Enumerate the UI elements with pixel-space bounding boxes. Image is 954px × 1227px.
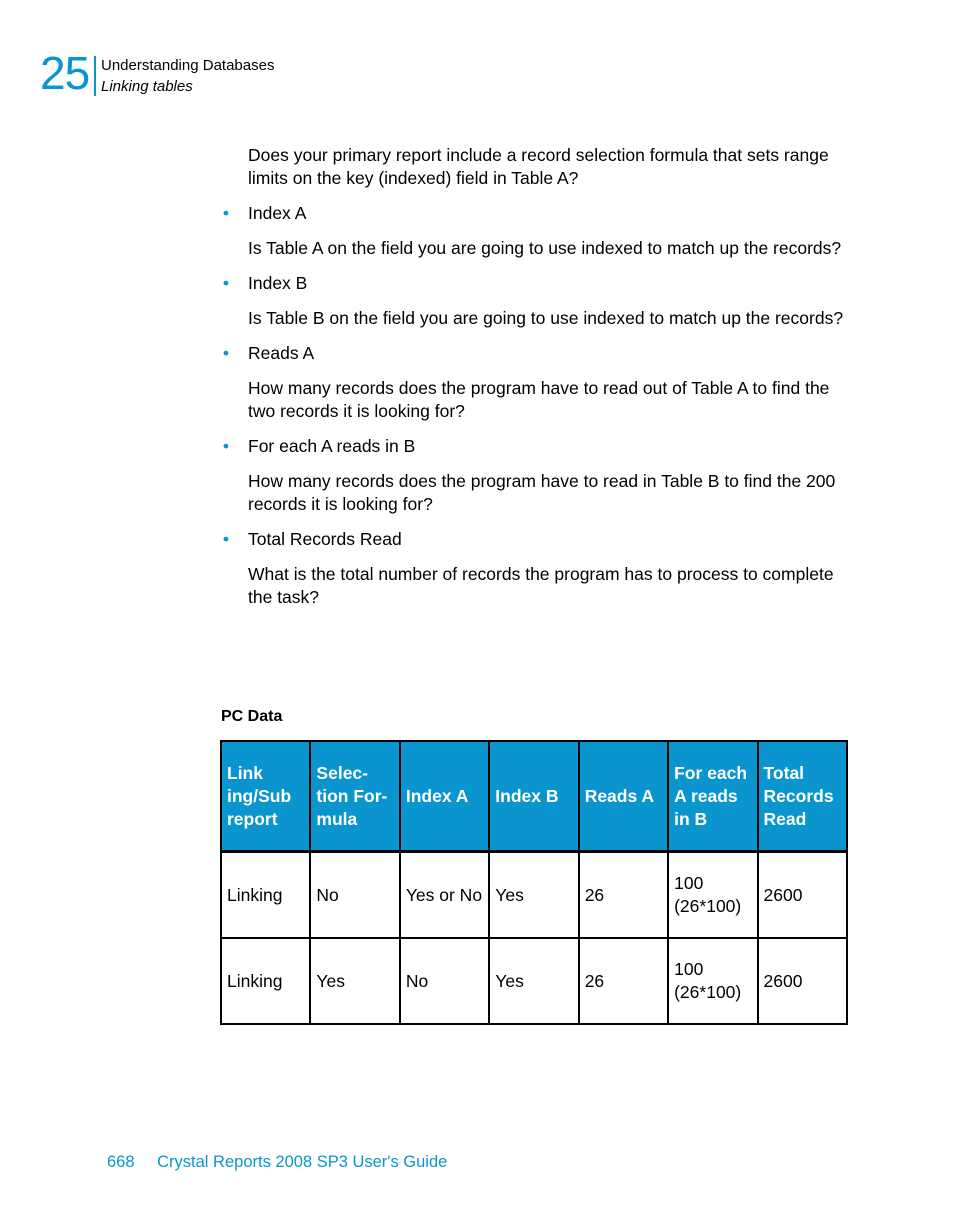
list-item-term: Reads A bbox=[248, 343, 315, 363]
list-item-description: How many records does the program have to read out of Table A to find the two records it is looking for? bbox=[248, 378, 830, 421]
table-header-row bbox=[221, 741, 847, 852]
book-title: Crystal Reports 2008 SP3 User's Guide bbox=[157, 1153, 448, 1171]
table-title: PC Data bbox=[221, 708, 283, 725]
table-cell: 26 bbox=[579, 852, 668, 939]
list-item bbox=[222, 272, 850, 295]
column-header: Selec- tion For- mula bbox=[310, 741, 399, 852]
chapter-title: Understanding Databases bbox=[101, 57, 275, 74]
column-header: Link ing/Sub report bbox=[221, 741, 310, 852]
table-cell: Yes bbox=[489, 938, 578, 1024]
list-item bbox=[222, 342, 850, 365]
table-cell: Linking bbox=[221, 938, 310, 1024]
column-header: Index B bbox=[489, 741, 578, 852]
list-item-term: Index B bbox=[248, 273, 308, 293]
list-item-description: Is Table A on the field you are going to use indexed to match up the records? bbox=[248, 238, 842, 258]
table-row bbox=[221, 938, 847, 1024]
list-item-description: How many records does the program have to read in Table B to find the 200 records it is looking for? bbox=[248, 471, 836, 514]
column-header: For each A reads in B bbox=[668, 741, 757, 852]
table-cell: 100 (26*100) bbox=[668, 852, 757, 939]
intro-paragraph: Does your primary report include a record selection formula that sets range limits on the key (indexed) field in Table A? bbox=[248, 145, 829, 188]
table-cell: 2600 bbox=[758, 852, 847, 939]
column-header: Index A bbox=[400, 741, 489, 852]
body-content bbox=[220, 144, 850, 621]
bullet-icon: • bbox=[222, 203, 230, 223]
list-item-term: Index A bbox=[248, 203, 307, 223]
table-cell: Yes or No bbox=[400, 852, 489, 939]
page-number: 668 bbox=[107, 1153, 135, 1171]
bullet-icon: • bbox=[222, 529, 230, 549]
column-header: Reads A bbox=[579, 741, 668, 852]
table-cell: Yes bbox=[489, 852, 578, 939]
table-cell: 2600 bbox=[758, 938, 847, 1024]
table-row bbox=[221, 852, 847, 939]
table-cell: Linking bbox=[221, 852, 310, 939]
list-item-description: What is the total number of records the program has to process to complete the task? bbox=[248, 564, 834, 607]
chapter-number: 25 bbox=[40, 47, 90, 99]
table-cell: 26 bbox=[579, 938, 668, 1024]
table-cell: No bbox=[310, 852, 399, 939]
pc-data-table bbox=[220, 740, 848, 1025]
table-cell: Yes bbox=[310, 938, 399, 1024]
page-footer bbox=[107, 1151, 447, 1173]
list-item-term: Total Records Read bbox=[248, 529, 402, 549]
list-item bbox=[222, 528, 850, 551]
list-item-description: Is Table B on the field you are going to use indexed to match up the records? bbox=[248, 308, 844, 328]
chapter-divider bbox=[94, 56, 96, 96]
list-item bbox=[222, 202, 850, 225]
bullet-icon: • bbox=[222, 273, 230, 293]
bullet-icon: • bbox=[222, 343, 230, 363]
table-cell: 100 (26*100) bbox=[668, 938, 757, 1024]
section-title: Linking tables bbox=[101, 78, 193, 95]
bullet-icon: • bbox=[222, 436, 230, 456]
table-cell: No bbox=[400, 938, 489, 1024]
column-header: Total Records Read bbox=[758, 741, 847, 852]
list-item-term: For each A reads in B bbox=[248, 436, 416, 456]
list-item bbox=[222, 435, 850, 458]
